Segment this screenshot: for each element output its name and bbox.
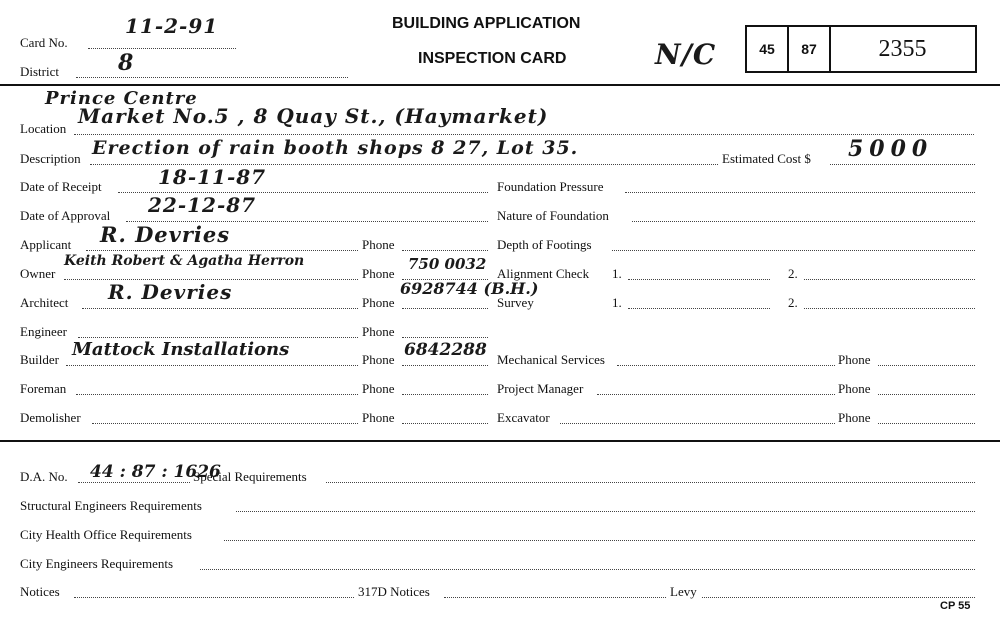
mechanical-services-label: Mechanical Services: [497, 352, 605, 367]
alignment-check-dotted-line-1: [628, 279, 770, 280]
project-manager-label: Project Manager: [497, 381, 584, 396]
box-2: 87: [789, 27, 831, 71]
builder-phone-value: 6842288: [404, 340, 487, 360]
owner-phone-label: Phone: [362, 266, 395, 281]
location-value: Market No.5 , 8 Quay St., (Haymarket): [78, 104, 549, 128]
builder-dotted-line: [66, 365, 358, 366]
structural-engineers-label: Structural Engineers Requirements: [20, 498, 202, 513]
project-manager-phone-label: Phone: [838, 381, 871, 396]
excavator-phone-dotted-line: [878, 423, 975, 424]
da-no-label: D.A. No.: [20, 469, 68, 484]
box-3: 2355: [878, 35, 927, 62]
mechanical-phone-label: Phone: [838, 352, 871, 367]
demolisher-dotted-line: [92, 423, 358, 424]
structural-engineers-dotted-line: [236, 511, 975, 512]
survey-num1: 1.: [612, 295, 622, 310]
foreman-phone-label: Phone: [362, 381, 395, 396]
project-manager-dotted-line: [597, 394, 835, 395]
foreman-label: Foreman: [20, 381, 67, 396]
engineer-label: Engineer: [20, 324, 67, 339]
alignment-check-label: Alignment Check: [497, 266, 590, 281]
card-no-label: Card No.: [20, 35, 68, 50]
location-dotted-line: [74, 134, 974, 135]
form-title-line1: BUILDING APPLICATION: [392, 15, 581, 32]
owner-phone-value: 750 0032: [408, 255, 487, 273]
survey-label: Survey: [497, 295, 534, 310]
mechanical-phone-dotted-line: [878, 365, 975, 366]
owner-label: Owner: [20, 266, 56, 281]
card-no-dotted-line: [88, 48, 236, 49]
district-dotted-line: [76, 77, 348, 78]
da-no-value: 44 : 87 : 1626: [90, 462, 221, 482]
alignment-check-num1: 1.: [612, 266, 622, 281]
engineer-phone-dotted-line: [402, 337, 488, 338]
foreman-dotted-line: [76, 394, 358, 395]
excavator-label: Excavator: [497, 410, 550, 425]
alignment-check-dotted-line-2: [804, 279, 975, 280]
architect-dotted-line: [82, 308, 358, 309]
demolisher-label: Demolisher: [20, 410, 81, 425]
survey-num2: 2.: [788, 295, 798, 310]
builder-phone-label: Phone: [362, 352, 395, 367]
depth-footings-dotted-line: [612, 250, 975, 251]
city-health-dotted-line: [224, 540, 975, 541]
demolisher-phone-label: Phone: [362, 410, 395, 425]
nature-foundation-dotted-line: [632, 221, 975, 222]
date-approval-label: Date of Approval: [20, 208, 111, 223]
architect-phone-label: Phone: [362, 295, 395, 310]
depth-footings-label: Depth of Footings: [497, 237, 592, 252]
builder-label: Builder: [20, 352, 59, 367]
applicant-label: Applicant: [20, 237, 72, 252]
city-engineers-dotted-line: [200, 569, 975, 570]
engineer-dotted-line: [78, 337, 358, 338]
engineer-phone-label: Phone: [362, 324, 395, 339]
estimated-cost-dotted-line: [830, 164, 975, 165]
date-approval-value: 22-12-87: [148, 193, 257, 217]
city-engineers-label: City Engineers Requirements: [20, 556, 174, 571]
owner-value: Keith Robert & Agatha Herron: [64, 253, 305, 269]
survey-dotted-line-2: [804, 308, 975, 309]
architect-value: R. Devries: [108, 280, 233, 304]
demolisher-phone-dotted-line: [402, 423, 488, 424]
applicant-phone-label: Phone: [362, 237, 395, 252]
form-title-line2: INSPECTION CARD: [418, 50, 567, 67]
description-value: Erection of rain booth shops 8 27, Lot 35.: [92, 137, 579, 159]
survey-dotted-line-1: [628, 308, 770, 309]
notices-label: Notices: [20, 584, 60, 599]
estimated-cost-value: 5000: [848, 136, 934, 162]
notices-317d-label: 317D Notices: [358, 584, 430, 599]
applicant-value: R. Devries: [100, 222, 231, 247]
district-value: 8: [118, 50, 135, 76]
city-health-label: City Health Office Requirements: [20, 527, 192, 542]
special-requirements-label: Special Requirements: [193, 469, 307, 484]
date-receipt-value: 18-11-87: [158, 165, 267, 189]
builder-value: Mattock Installations: [72, 339, 290, 360]
form-code: CP 55: [940, 600, 971, 612]
applicant-dotted-line: [86, 250, 358, 251]
notices-317d-dotted-line: [444, 597, 666, 598]
alignment-check-num2: 2.: [788, 266, 798, 281]
top-divider: [0, 84, 1000, 86]
nc-stamp: N/C: [655, 38, 717, 71]
project-manager-phone-dotted-line: [878, 394, 975, 395]
location-line1-value: Prince Centre: [45, 88, 198, 109]
date-receipt-label: Date of Receipt: [20, 179, 102, 194]
architect-phone-dotted-line: [402, 308, 488, 309]
levy-label: Levy: [670, 584, 697, 599]
nature-foundation-label: Nature of Foundation: [497, 208, 609, 223]
description-label: Description: [20, 151, 81, 166]
estimated-cost-label: Estimated Cost $: [722, 151, 811, 166]
box-1: 45: [747, 27, 789, 71]
builder-phone-dotted-line: [402, 365, 488, 366]
excavator-phone-label: Phone: [838, 410, 871, 425]
card-no-value: 11-2-91: [125, 14, 219, 38]
architect-label: Architect: [20, 295, 69, 310]
special-requirements-dotted-line: [326, 482, 975, 483]
excavator-dotted-line: [560, 423, 835, 424]
foreman-phone-dotted-line: [402, 394, 488, 395]
da-no-dotted-line: [78, 482, 190, 483]
levy-dotted-line: [702, 597, 975, 598]
district-label: District: [20, 64, 59, 79]
location-label: Location: [20, 121, 67, 136]
foundation-pressure-dotted-line: [625, 192, 975, 193]
applicant-phone-dotted-line: [402, 250, 488, 251]
notices-dotted-line: [74, 597, 354, 598]
mechanical-services-dotted-line: [617, 365, 835, 366]
middle-divider: [0, 440, 1000, 442]
architect-phone-value: 6928744 (B.H.): [400, 279, 539, 298]
card-number-boxes: [745, 25, 977, 73]
foundation-pressure-label: Foundation Pressure: [497, 179, 604, 194]
